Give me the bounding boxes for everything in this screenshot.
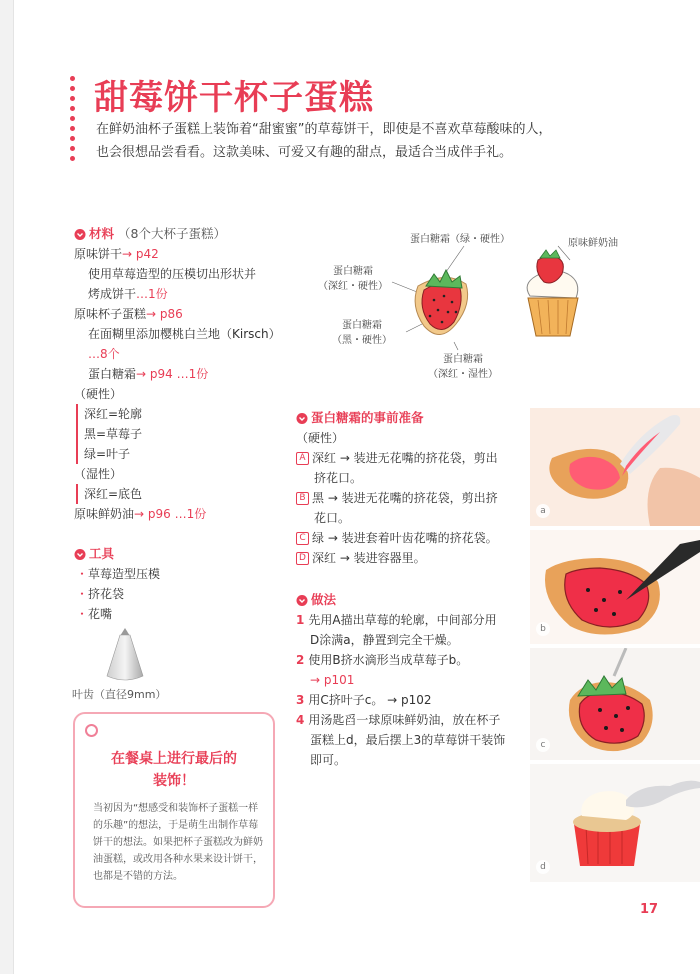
page-binding-edge bbox=[0, 0, 14, 974]
prep-sub: （硬性） bbox=[296, 431, 345, 445]
method-step: 2 使用B挤水滴形当成草莓子b。 bbox=[296, 653, 469, 667]
material-line: 在面糊里添加樱桃白兰地（Kirsch） bbox=[88, 327, 281, 341]
materials-section bbox=[74, 224, 304, 524]
material-line: 蛋白糖霜→ p94 …1份 bbox=[88, 367, 209, 381]
method-step: 4 用汤匙舀一球原味鲜奶油，放在杯子 bbox=[296, 713, 501, 727]
prep-item: C 绿 → 装进套着叶齿花嘴的挤花袋。 bbox=[296, 528, 528, 548]
prep-heading bbox=[296, 408, 528, 428]
note-body: 当初因为“想感受和装饰杯子蛋糕一样的乐趣”的想法，于是萌生出制作草莓饼干的想法。如果把杯子蛋糕改为鲜奶油蛋糕，或改用各种水果来设计饼干，也都是不错的方法。 bbox=[93, 803, 263, 882]
heart-bullet-icon bbox=[74, 549, 86, 560]
method-step: 3 用C挤叶子c。 → p102 bbox=[296, 693, 432, 707]
nozzle-caption: 叶齿（直径9mm） bbox=[72, 688, 167, 701]
heart-bullet-icon bbox=[296, 413, 308, 424]
method-step: 1 先用A描出草莓的轮廓，中间部分用 bbox=[296, 613, 497, 627]
wet-icing-colors bbox=[76, 484, 304, 504]
material-line: 原味鲜奶油→ p96 …1份 bbox=[74, 507, 207, 521]
prep-item: B 黑 → 装进无花嘴的挤花袋，剪出挤 bbox=[296, 488, 528, 508]
label-red-wet-icing: 蛋白糖霜 （深红・湿性） bbox=[428, 354, 498, 380]
label-black-icing: 蛋白糖霜 （黑・硬性） bbox=[332, 320, 392, 346]
material-line: …8个 bbox=[88, 347, 120, 361]
note-ring-icon bbox=[85, 724, 98, 737]
cupcake-illustration bbox=[306, 224, 628, 384]
piping-nozzle-icon bbox=[103, 626, 147, 684]
intro-line: 也会很想品尝看看。这款美味、可爱又有趣的甜点，最适合当成伴手礼。 bbox=[96, 145, 513, 160]
materials-heading bbox=[74, 224, 304, 244]
label-cream: 原味鲜奶油 bbox=[568, 238, 618, 249]
step-photo-a bbox=[530, 408, 700, 526]
icing-color-item: 黑=草莓子 bbox=[84, 427, 143, 441]
tools-heading-text: 工具 bbox=[89, 546, 115, 561]
materials-heading-text: 材料 bbox=[89, 226, 115, 241]
heart-bullet-icon bbox=[74, 229, 86, 240]
intro-paragraph bbox=[96, 118, 656, 164]
tool-item: ・草莓造型压模 bbox=[76, 567, 161, 581]
photo-label: b bbox=[536, 622, 550, 636]
prep-heading-text: 蛋白糖霜的事前准备 bbox=[311, 410, 424, 425]
tool-item: ・挤花袋 bbox=[76, 587, 125, 601]
prep-item-cont: 花口。 bbox=[314, 511, 351, 525]
photo-c-image bbox=[530, 648, 700, 760]
method-heading bbox=[296, 590, 528, 610]
photo-a-image bbox=[530, 408, 700, 526]
note-title: 在餐桌上进行最后的 装饰！ bbox=[111, 751, 237, 789]
icing-color-item: 绿=叶子 bbox=[84, 447, 131, 461]
photo-label: d bbox=[536, 860, 550, 874]
wet-icing-label: （湿性） bbox=[74, 467, 123, 481]
method-section bbox=[296, 590, 528, 770]
material-line: 原味饼干→ p42 bbox=[74, 247, 159, 261]
prep-item-cont: 挤花口。 bbox=[314, 471, 363, 485]
material-line: 烤成饼干…1份 bbox=[88, 287, 168, 301]
icing-color-item: 深红=底色 bbox=[84, 487, 143, 501]
page-number: 17 bbox=[640, 902, 659, 917]
tools-list bbox=[74, 564, 274, 624]
photo-label: c bbox=[536, 738, 550, 752]
label-green-icing: 蛋白糖霜（绿・硬性） bbox=[410, 234, 510, 245]
photo-b-image bbox=[530, 530, 700, 644]
hard-icing-colors bbox=[76, 404, 304, 464]
title-dot-decoration bbox=[70, 76, 76, 166]
step-photo-d bbox=[530, 764, 700, 882]
method-step-cont: D涂满a，静置到完全干燥。 bbox=[310, 633, 459, 647]
step-photo-c bbox=[530, 648, 700, 760]
prep-item: D 深红 → 装进容器里。 bbox=[296, 548, 528, 568]
tools-heading bbox=[74, 544, 274, 564]
label-red-hard-icing: 蛋白糖霜 （深红・硬性） bbox=[318, 266, 388, 292]
method-heading-text: 做法 bbox=[311, 592, 337, 607]
prep-item: A 深红 → 装进无花嘴的挤花袋，剪出 bbox=[296, 448, 528, 468]
step-photo-b bbox=[530, 530, 700, 644]
method-step-cont: → p101 bbox=[310, 673, 355, 687]
photo-d-image bbox=[530, 764, 700, 882]
photo-label: a bbox=[536, 504, 550, 518]
icing-prep-section bbox=[296, 408, 528, 568]
heart-bullet-icon bbox=[296, 595, 308, 606]
tip-note-box bbox=[73, 712, 275, 908]
tools-section bbox=[74, 544, 274, 624]
materials-quantity: （8个大杯子蛋糕） bbox=[118, 226, 226, 241]
icing-color-item: 深红=轮廓 bbox=[84, 407, 143, 421]
method-step-cont: 即可。 bbox=[310, 753, 347, 767]
tool-item: ・花嘴 bbox=[76, 607, 113, 621]
material-line: 原味杯子蛋糕→ p86 bbox=[74, 307, 183, 321]
material-line: （硬性） bbox=[74, 387, 123, 401]
method-step-cont: 蛋糕上d，最后摆上3的草莓饼干装饰 bbox=[310, 733, 506, 747]
page-title: 甜莓饼干杯子蛋糕 bbox=[94, 78, 374, 118]
intro-line: 在鲜奶油杯子蛋糕上装饰着“甜蜜蜜”的草莓饼干，即使是不喜欢草莓酸味的人， bbox=[96, 122, 552, 137]
material-line: 使用草莓造型的压模切出形状并 bbox=[88, 267, 257, 281]
